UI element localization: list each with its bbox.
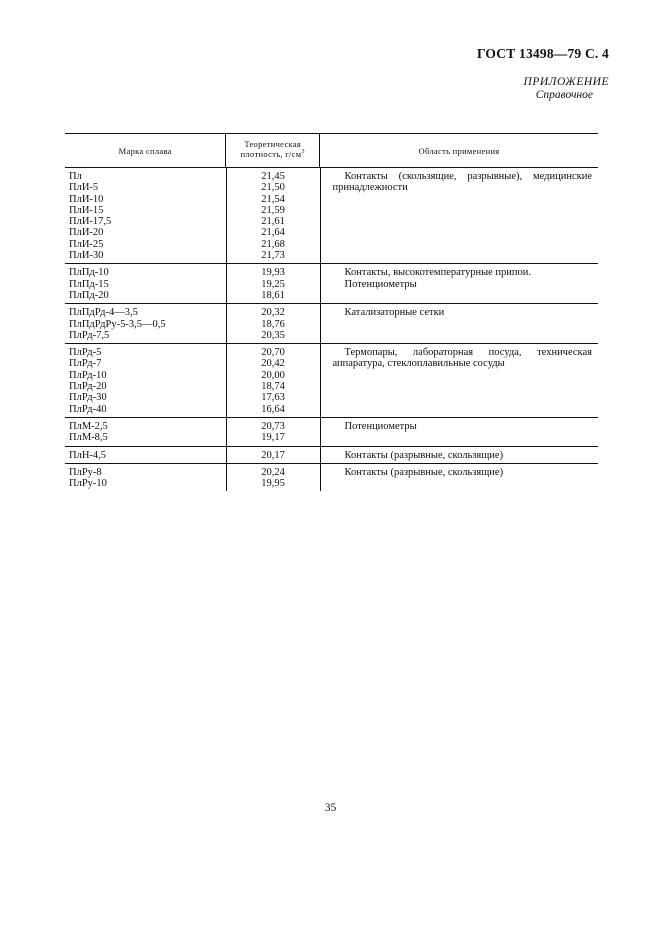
- alloy-density: 20,00: [261, 369, 285, 381]
- alloy-density: 16,64: [261, 403, 285, 415]
- alloy-density: 20,17: [261, 449, 285, 461]
- table-row-group: [65, 264, 598, 304]
- alloy-brand: ПлИ-10: [69, 193, 104, 205]
- alloy-table: [65, 133, 598, 491]
- alloy-brand: ПлИ-25: [69, 238, 104, 250]
- alloy-brand: ПлРд-40: [69, 403, 107, 415]
- density-cell: [226, 464, 320, 492]
- alloy-brand: ПлН-4,5: [69, 449, 107, 461]
- alloy-brand: ПлИ-15: [69, 204, 104, 216]
- table-row-group: [65, 344, 598, 418]
- alloy-brand: ПлПдРдРу-5-3,5—0,5: [69, 318, 166, 330]
- alloy-density: 21,64: [261, 227, 285, 239]
- alloy-density: 19,25: [261, 278, 285, 290]
- application-cell: [320, 418, 598, 446]
- density-cell: [226, 447, 320, 463]
- alloy-brand: ПлРд-5: [69, 347, 102, 359]
- table-header: [65, 133, 598, 168]
- alloy-density: 21,59: [261, 204, 285, 216]
- alloy-density: 21,54: [261, 193, 285, 205]
- header-brand: Марка сплава: [118, 145, 172, 156]
- brand-cell: [65, 464, 226, 492]
- application-text: Контакты (скользящие, разрывные), медицинские принадлежности: [332, 171, 592, 194]
- table-body: [65, 168, 598, 491]
- table-row-group: [65, 418, 598, 447]
- alloy-density: 20,42: [261, 358, 285, 370]
- alloy-brand: ПлМ-2,5: [69, 420, 108, 432]
- alloy-brand: ПлИ-5: [69, 182, 99, 194]
- density-cell: [226, 344, 320, 417]
- alloy-brand: ПлИ-30: [69, 250, 104, 262]
- alloy-density: 18,61: [261, 289, 285, 301]
- alloy-brand: ПлРд-20: [69, 381, 107, 393]
- header-density: [225, 134, 319, 167]
- density-cell: [226, 304, 320, 343]
- application-cell: [320, 344, 598, 417]
- alloy-brand: ПлРу-8: [69, 466, 102, 478]
- table-row-group: [65, 464, 598, 492]
- density-cell: [226, 168, 320, 263]
- alloy-density: 19,93: [261, 267, 285, 279]
- alloy-density: 18,76: [261, 318, 285, 330]
- header-density-sup: 3: [301, 148, 305, 155]
- appendix-label: [409, 76, 609, 102]
- brand-cell: [65, 447, 226, 463]
- alloy-brand: ПлРу-10: [69, 478, 107, 490]
- alloy-brand: ПлРд-30: [69, 392, 107, 404]
- alloy-density: 21,61: [261, 216, 285, 228]
- appendix-title: ПРИЛОЖЕНИЕ: [523, 76, 609, 88]
- alloy-density: 20,35: [261, 329, 285, 341]
- alloy-density: 20,70: [261, 347, 285, 359]
- alloy-brand: ПлИ-20: [69, 227, 104, 239]
- application-cell: [320, 304, 598, 343]
- alloy-brand: Пл: [69, 171, 82, 182]
- table-row-group: [65, 447, 598, 464]
- brand-cell: [65, 168, 226, 263]
- alloy-density: 21,73: [261, 250, 285, 262]
- application-cell: [320, 447, 598, 463]
- alloy-density: 20,24: [261, 466, 285, 478]
- document-code: ГОСТ 13498—79 С. 4: [476, 46, 609, 61]
- application-cell: [320, 264, 598, 303]
- density-cell: [226, 418, 320, 446]
- application-text: Контакты (разрывные, скользящие): [344, 449, 504, 461]
- application-text: Катализаторные сетки: [344, 307, 445, 319]
- brand-cell: [65, 418, 226, 446]
- header-density-line1: Теоретическая: [244, 138, 302, 149]
- application-text: Потенциометры: [344, 420, 417, 432]
- application-text: Контакты, высокотемпературные припои.: [344, 267, 532, 279]
- table-row-group: [65, 304, 598, 344]
- header-application: Область применения: [319, 134, 598, 167]
- alloy-density: 19,17: [261, 432, 285, 444]
- alloy-brand: ПлПдРд-4—3,5: [69, 307, 138, 319]
- alloy-density: 20,73: [261, 420, 285, 432]
- alloy-brand: ПлПд-20: [69, 289, 109, 301]
- page-number: 35: [324, 802, 337, 814]
- alloy-brand: ПлМ-8,5: [69, 432, 108, 444]
- alloy-density: 17,63: [261, 392, 285, 404]
- header-density-line2: плотность, г/см: [240, 148, 302, 159]
- alloy-brand: ПлПд-10: [69, 267, 109, 279]
- alloy-brand: ПлИ-17,5: [69, 216, 112, 228]
- alloy-brand: ПлРд-7,5: [69, 329, 110, 341]
- alloy-brand: ПлРд-10: [69, 369, 107, 381]
- alloy-density: 21,45: [261, 171, 285, 182]
- alloy-density: 21,68: [261, 238, 285, 250]
- application-text: Термопары, лабораторная посуда, техническая аппаратура, стеклоплавильные сосуды: [332, 347, 592, 370]
- application-text: Контакты (разрывные, скользящие): [344, 466, 504, 478]
- brand-cell: [65, 304, 226, 343]
- brand-cell: [65, 344, 226, 417]
- application-cell: [320, 464, 598, 492]
- alloy-density: 20,32: [261, 307, 285, 319]
- alloy-brand: ПлПд-15: [69, 278, 109, 290]
- alloy-density: 19,95: [261, 478, 285, 490]
- alloy-density: 18,74: [261, 381, 285, 393]
- table-row-group: [65, 168, 598, 264]
- alloy-brand: ПлРд-7: [69, 358, 102, 370]
- application-text: Потенциометры: [344, 278, 417, 290]
- alloy-density: 21,50: [261, 182, 285, 194]
- density-cell: [226, 264, 320, 303]
- appendix-subtitle: Справочное: [535, 89, 593, 101]
- application-cell: [320, 168, 598, 263]
- brand-cell: [65, 264, 226, 303]
